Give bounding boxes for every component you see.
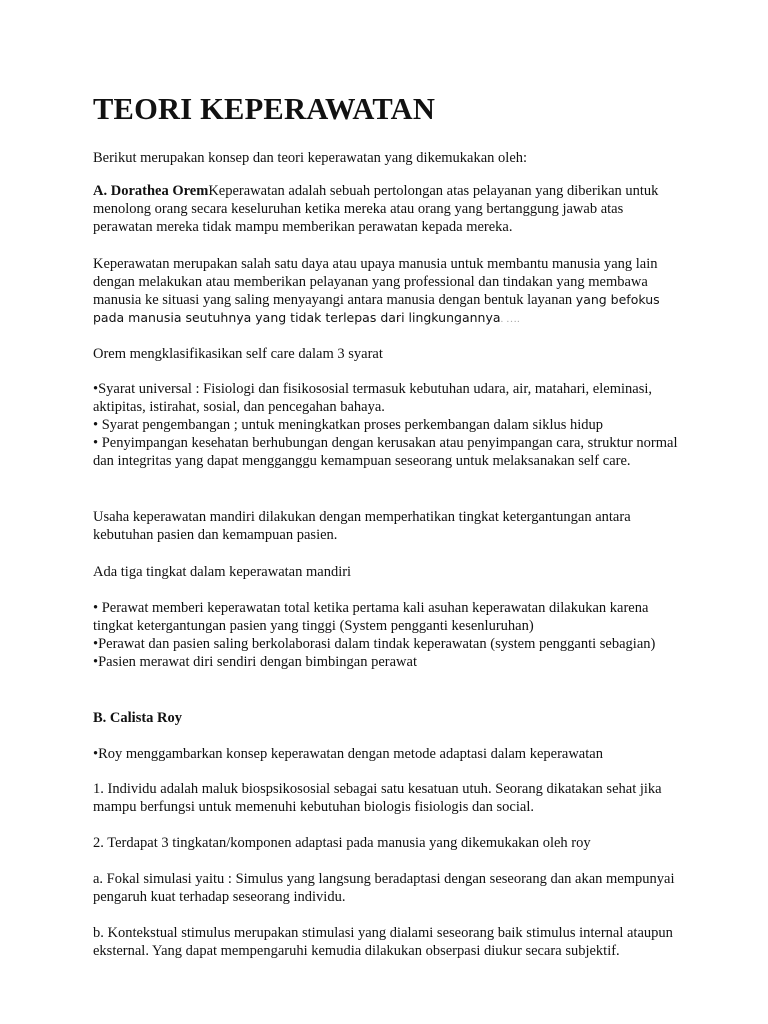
page-title: TEORI KEPERAWATAN — [93, 92, 436, 126]
self-care-list — [93, 380, 683, 470]
self-care-intro: Orem mengklasifikasikan self care dalam 3 syarat — [93, 346, 383, 362]
orem-definition: Keperawatan adalah sebuah pertolongan atas pelayanan yang diberikan untuk menolong orang secara keseluruhan ketika mereka atau orang yang bertanggung jawab atas perawatan mereka tidak mampu memberikan perawatan kepada mereka. — [93, 183, 659, 235]
roy-paragraph-5: b. Kontekstual stimulus merupakan stimulasi yang dialami seseorang baik stimulus internal ataupun eksternal. Yang dapat mempengaruhi kemudia dilakukan obserpasi diukur secara subjektif. — [93, 925, 673, 959]
section-b-heading: B. Calista Roy — [93, 710, 183, 726]
list-item: •Syarat universal : Fisiologi dan fisikososial termasuk kebutuhan udara, air, matahari, eleminasi, aktipitas, istirahat, sosial, dan pencegahan bahaya. — [93, 381, 652, 415]
orem-paragraph-1 — [93, 182, 683, 236]
intro-paragraph: Berikut merupakan konsep dan teori keperawatan yang dikemukakan oleh: — [93, 150, 528, 166]
list-item: • Penyimpangan kesehatan berhubungan dengan kerusakan atau penyimpangan cara, struktur normal dan integritas yang dapat mengganggu kemampuan seseorang untuk melaksanakan self care. — [93, 435, 678, 469]
list-item: • Perawat memberi keperawatan total ketika pertama kali asuhan keperawatan dilakukan karena tingkat ketergantungan pasien yang tinggi (System pengganti kesenluruhan) — [93, 600, 649, 634]
mandiri-paragraph: Usaha keperawatan mandiri dilakukan dengan memperhatikan tingkat ketergantungan antara kebutuhan pasien dan kemampuan pasien. — [93, 509, 631, 543]
list-item: • Syarat pengembangan ; untuk meningkatkan proses perkembangan dalam siklus hidup — [93, 417, 604, 433]
trailing-dots: . …. — [500, 313, 520, 325]
orem-paragraph-2 — [93, 255, 683, 328]
mandiri-levels-intro: Ada tiga tingkat dalam keperawatan mandiri — [93, 564, 352, 580]
section-a-heading: A. Dorathea Orem — [93, 183, 209, 199]
roy-paragraph-4: a. Fokal simulasi yaitu : Simulus yang langsung beradaptasi dengan seseorang dan akan mempunyai pengaruh kuat terhadap seseorang individu. — [93, 871, 675, 905]
mandiri-levels-list — [93, 599, 683, 671]
list-item: •Perawat dan pasien saling berkolaborasi dalam tindak keperawatan (system pengganti sebagian) — [93, 636, 656, 652]
roy-paragraph-3: 2. Terdapat 3 tingkatan/komponen adaptasi pada manusia yang dikemukakan oleh roy — [93, 835, 591, 851]
orem-paragraph-2-text: Keperawatan merupakan salah satu daya atau upaya manusia untuk membantu manusia yang lain dengan melakukan atau memberikan pelayanan yang professional dan tindakan yang membawa manusia ke situasi yang saling menyayangi antara manusia dengan bentuk layanan — [93, 256, 658, 308]
orem-paragraph-2-end: yang befokus pada manusia seutuhnya yang tidak terlepas dari lingkungannya — [93, 292, 660, 325]
list-item: •Pasien merawat diri sendiri dengan bimbingan perawat — [93, 654, 417, 670]
roy-paragraph-2: 1. Individu adalah maluk biospsikososial sebagai satu kesatuan utuh. Seorang dikatakan sehat jika mampu berfungsi untuk memenuhi kebutuhan biologis fisiologis dan social. — [93, 781, 662, 815]
roy-paragraph-1: •Roy menggambarkan konsep keperawatan dengan metode adaptasi dalam keperawatan — [93, 746, 603, 762]
